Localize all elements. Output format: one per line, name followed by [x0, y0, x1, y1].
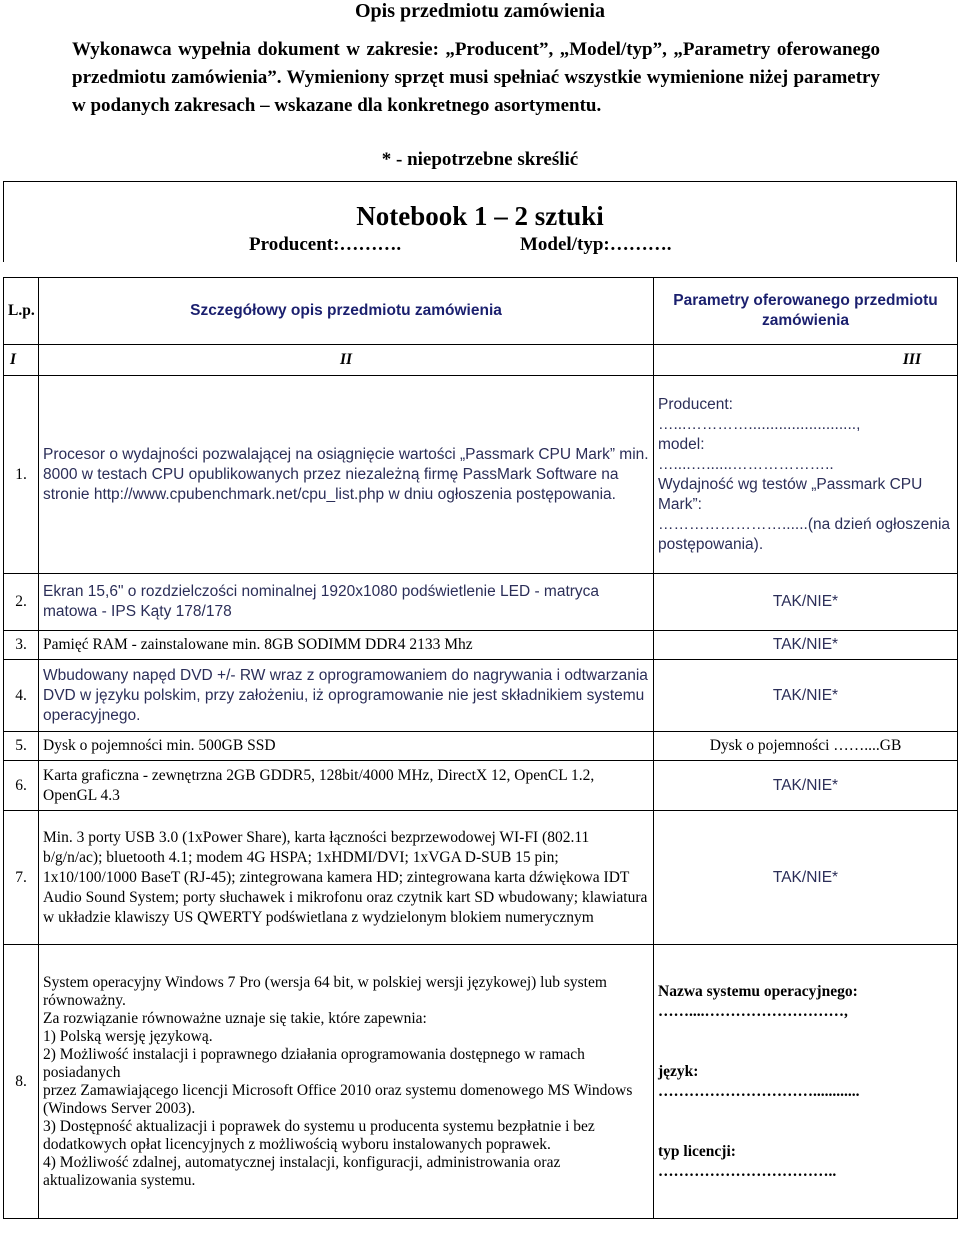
- param-line: ……………………......(na dzień ogłoszenia postępowania).: [658, 515, 951, 553]
- table-row: [4, 945, 958, 1219]
- row-description: Procesor o wydajności pozwalającej na osiągnięcie wartości „Passmark CPU Mark” min. 8000 w testach CPU opublikowanych przez niezależną firmę PassMark Software na stronie http://www.cpubenchmark.net/cpu_list.php w dniu ogłoszenia postępowania.: [39, 376, 654, 574]
- header-description: Szczegółowy opis przedmiotu zamówienia: [39, 278, 654, 345]
- row-number: 4.: [4, 660, 39, 732]
- os-lang-label: język:: [658, 1062, 699, 1080]
- specification-table: [3, 277, 958, 1219]
- param-line: model:: [658, 435, 705, 453]
- row-number: 5.: [4, 732, 39, 761]
- os-desc-line: 3) Dostępność aktualizacji i poprawek do systemu u producenta systemu bezpłatnie i bez dodatkowych opłat licencyjnych z możliwością wyboru instalowanych poprawek.: [43, 1117, 595, 1153]
- row-number: 8.: [4, 945, 39, 1219]
- row-number: 2.: [4, 574, 39, 631]
- os-desc-line: 2) Możliwość instalacji i poprawnego działania oprogramowania dostępnego w ramach posiadanych: [43, 1045, 585, 1081]
- row-description: Karta graficzna - zewnętrzna 2GB GDDR5, 128bit/4000 MHz, DirectX 12, OpenCL 1.2, OpenGL 4.3: [39, 761, 654, 811]
- os-desc-line: 1) Polską wersję językową.: [43, 1027, 213, 1045]
- os-lang-dots[interactable]: …………………………............: [658, 1082, 860, 1100]
- table-row: [4, 761, 958, 811]
- row-parameters[interactable]: Dysk o pojemności ……....GB: [654, 732, 958, 761]
- row-number: 3.: [4, 631, 39, 660]
- table-row: [4, 631, 958, 660]
- document-title: Opis przedmiotu zamówienia: [355, 0, 605, 22]
- roman-row: [4, 345, 958, 376]
- row-parameters[interactable]: TAK/NIE*: [654, 660, 958, 732]
- product-title: Notebook 1 – 2 sztuki: [356, 201, 604, 231]
- row-description: Wbudowany napęd DVD +/- RW wraz z oprogramowaniem do nagrywania i odtwarzania DVD w języku polskim, przy założeniu, iż oprogramowanie nie jest składnikiem systemu operacyjnego.: [39, 660, 654, 732]
- row-number: 1.: [4, 376, 39, 574]
- table-row: [4, 376, 958, 574]
- row-description: Min. 3 porty USB 3.0 (1xPower Share), karta łączności bezprzewodowej WI-FI (802.11 b/g/n/ac); bluetooth 4.1; modem 4G HSPA; 1xHDMI/DVI; 1xVGA D-SUB 15 pin; 1x10/100/1000 BaseT (RJ-45); zintegrowana kamera HD; zintegrowana karta dźwiękowa IDT Audio Sound System; porty słuchawek i mikrofonu oraz czytnik kart SD wbudowany; klawiatura w układzie klawiszy US QWERTY podświetlana z wydzielonym blokiem numerycznym: [39, 811, 654, 945]
- param-line: …...………….........................,: [658, 415, 861, 433]
- table-header-row: [4, 278, 958, 345]
- os-desc-line: Za rozwiązanie równoważne uznaje się takie, które zapewnia:: [43, 1009, 427, 1027]
- param-line: Wydajność wg testów „Passmark CPU Mark”:: [658, 475, 923, 513]
- row-parameters[interactable]: TAK/NIE*: [654, 761, 958, 811]
- os-name-dots[interactable]: ……....………………………,: [658, 1002, 848, 1020]
- os-name-label: Nazwa systemu operacyjnego:: [658, 982, 858, 1000]
- roman-ii: II: [39, 345, 654, 376]
- row-description: Pamięć RAM - zainstalowane min. 8GB SODIMM DDR4 2133 Mhz: [39, 631, 654, 660]
- row-number: 7.: [4, 811, 39, 945]
- param-line: …....…......………………..: [658, 455, 834, 473]
- model-field[interactable]: Model/typ:……….: [520, 234, 672, 255]
- instructions-paragraph: Wykonawca wypełnia dokument w zakresie: „Producent”, „Model/typ”, „Parametry oferowanego przedmiotu zamówienia”. Wymieniony sprzęt musi spełniać wszystkie wymienione niżej parametry w podanych zakresach – wskazane dla konkretnego asortymentu.: [72, 39, 880, 116]
- roman-iii: III: [654, 345, 958, 376]
- table-row: [4, 811, 958, 945]
- row-parameters[interactable]: [654, 945, 958, 1219]
- row-description: Ekran 15,6" o rozdzielczości nominalnej 1920x1080 podświetlenie LED - matryca matowa - IPS Kąty 178/178: [39, 574, 654, 631]
- row-parameters[interactable]: [654, 376, 958, 574]
- row-parameters[interactable]: TAK/NIE*: [654, 574, 958, 631]
- row-number: 6.: [4, 761, 39, 811]
- os-license-label: typ licencji:: [658, 1142, 736, 1160]
- os-license-dots[interactable]: ……………………………..: [658, 1162, 837, 1180]
- strike-note: * - niepotrzebne skreślić: [381, 149, 579, 170]
- os-desc-line: przez Zamawiającego licencji Microsoft Office 2010 oraz systemu domenowego MS Windows (Windows Server 2003).: [43, 1081, 633, 1117]
- row-parameters[interactable]: TAK/NIE*: [654, 811, 958, 945]
- os-desc-line: 4) Możliwość zdalnej, automatycznej instalacji, konfiguracji, administrowania oraz aktualizowania systemu.: [43, 1153, 561, 1189]
- row-parameters[interactable]: TAK/NIE*: [654, 631, 958, 660]
- producent-field[interactable]: Producent:……….: [249, 234, 402, 255]
- roman-i: I: [4, 345, 39, 376]
- table-row: [4, 660, 958, 732]
- row-description: Dysk o pojemności min. 500GB SSD: [39, 732, 654, 761]
- row-description: [39, 945, 654, 1219]
- header-lp: L.p.: [4, 278, 39, 345]
- table-row: [4, 574, 958, 631]
- param-line: Producent:: [658, 395, 733, 413]
- header-parameters: Parametry oferowanego przedmiotu zamówienia: [654, 278, 958, 345]
- table-row: [4, 732, 958, 761]
- os-desc-line: System operacyjny Windows 7 Pro (wersja 64 bit, w polskiej wersji językowej) lub system równoważny.: [43, 973, 607, 1009]
